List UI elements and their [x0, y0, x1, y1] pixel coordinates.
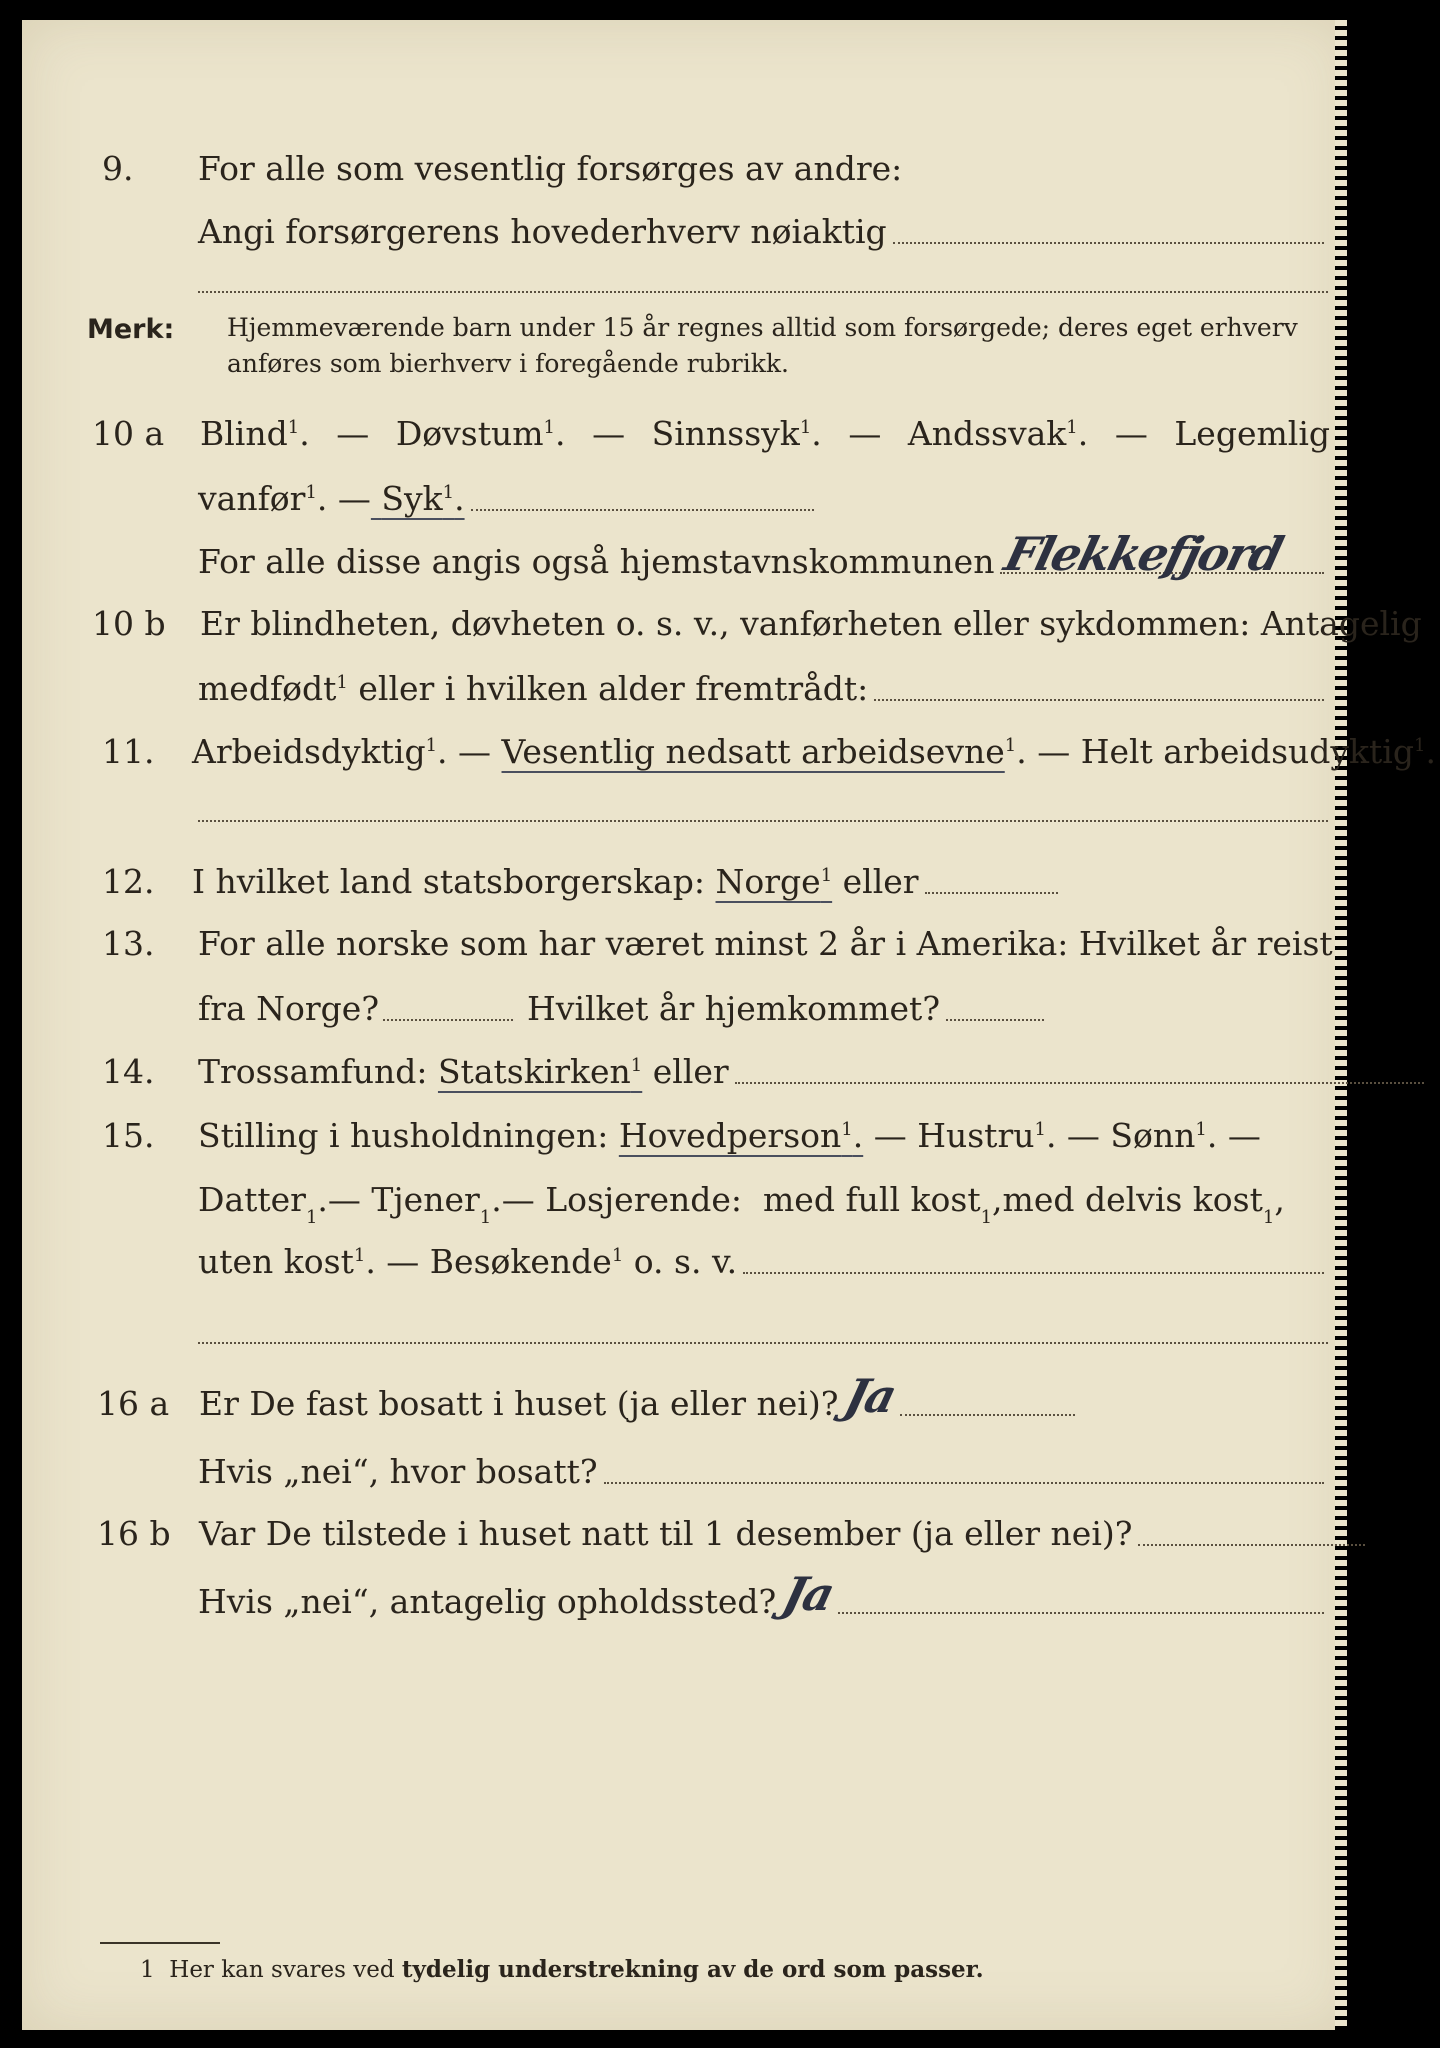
q14-number: 14. [102, 1051, 155, 1091]
q10a-legemlig: Legemlig [1174, 413, 1330, 453]
q16b-line2 [198, 1568, 1328, 1628]
q15-hovedperson-underlined: Hovedperson$^1$. [618, 1115, 864, 1155]
q9-number: 9. [102, 148, 134, 188]
q14-line: 14. Trossamfund: Statskirken$^1$ eller [102, 1038, 1332, 1098]
q13-hjem-line[interactable] [946, 1019, 1044, 1021]
q16b-number: 16 b [97, 1513, 171, 1553]
q16b-line1 [97, 1500, 1267, 1560]
q14-statskirken-underlined: Statskirken$^1$ [437, 1051, 643, 1091]
q11-arbeidsdyktig: Arbeidsdyktig$^1$. — [192, 731, 492, 771]
q16b-sub: Hvis „nei“, antagelig opholdssted? [198, 1581, 777, 1621]
q12-norge-underlined: Norge$^1$ [715, 861, 833, 901]
form-page [22, 20, 1436, 2030]
q10a-vanfor: vanfør$^1$. — [198, 478, 371, 518]
q15-line1: 15. Stilling i husholdningen: Hovedperson$^1$. — Hustru$^1$. — Sønn$^1$. — [102, 1115, 1261, 1155]
q10a-sinnssyk: Sinnssyk$^1$. [651, 413, 822, 453]
q12-answer-line[interactable] [925, 892, 1058, 894]
q16b-sub-line[interactable] [838, 1612, 1324, 1614]
q10a-blind: Blind$^1$. [200, 413, 310, 453]
q10a-line2 [198, 465, 818, 525]
q16b-handwritten-answer: Ja [777, 1567, 839, 1622]
q10b-number: 10 b [92, 603, 166, 643]
q16a-sub: Hvis „nei“, hvor bosatt? [198, 1451, 598, 1491]
q13-line2 [198, 975, 1048, 1035]
q13-number: 13. [102, 923, 155, 963]
q9-line2 [198, 198, 1328, 258]
q15-line3: uten kost$^1$. — Besøkende$^1$ o. s. v. [198, 1228, 1328, 1288]
q9-question: Angi forsørgerens hovederhverv nøiaktig [198, 211, 887, 251]
q14-answer-line[interactable] [735, 1082, 1424, 1084]
merk-line2: anføres som bierhverv i foregående rubrikk. [227, 349, 789, 379]
q10a-syk-underlined: Syk$^1$. [381, 478, 465, 518]
q12-number: 12. [102, 861, 155, 901]
footnote: 1 Her kan svares ved tydelig understrekning av de ord som passer. [140, 1956, 984, 1983]
q9-answer-line[interactable] [893, 242, 1324, 244]
q9-text: For alle som vesentlig forsørges av andre: [198, 148, 903, 188]
q11-answer-line[interactable] [198, 820, 1328, 822]
q10b-sub: medfødt$^1$ eller i hvilken alder fremtrådt: [198, 668, 869, 708]
q16a-sub-line[interactable] [604, 1482, 1324, 1484]
q16a-handwritten-answer: Ja [839, 1369, 901, 1424]
q16a-line2 [198, 1438, 1328, 1498]
q13-text: For alle norske som har været minst 2 år i Amerika: Hvilket år reist [198, 923, 1333, 963]
q15-answer-line[interactable] [743, 1272, 1324, 1274]
q10a-andssvak: Andssvak$^1$. [907, 413, 1089, 453]
q10a-hjemstavn-handwritten: Flekkefjord [999, 527, 1287, 582]
q16a-question: Er De fast bosatt i huset (ja eller nei)? [199, 1383, 839, 1423]
q10b-line2 [198, 655, 1328, 715]
q10b-line1 [92, 590, 1422, 650]
q16b-answer-line[interactable] [1138, 1544, 1365, 1546]
q10a-answer-line[interactable] [471, 509, 814, 511]
q11-nedsatt-underlined: Vesentlig nedsatt arbeidsevne [501, 731, 1005, 771]
q13-line1 [102, 910, 1332, 970]
merk-line1: Hjemmeværende barn under 15 år regnes alltid som forsørgede; deres eget erhverv [227, 313, 1298, 342]
q10b-text: Er blindheten, døvheten o. s. v., vanførheten eller sykdommen: Antagelig [200, 603, 1422, 643]
q10a-line3 [198, 528, 1328, 588]
q11-line1 [102, 718, 1436, 778]
q13-hjemkommet: Hvilket år hjemkommet? [527, 988, 941, 1028]
q10a-dovstum: Døvstum$^1$. [395, 413, 566, 453]
q16b-question: Var De tilstede i huset natt til 1 desember (ja eller nei)? [199, 1513, 1133, 1553]
q12-line: 12. I hvilket land statsborgerskap: Norge$^1$ eller [102, 848, 972, 908]
footnote-rule [100, 1942, 220, 1944]
q11-helt: $^1$. — Helt arbeidsudyktig$^1$. [1004, 731, 1436, 771]
q9-answer-line-2[interactable] [198, 291, 1328, 293]
q15-answer-line-2[interactable] [198, 1342, 1328, 1344]
q13-reist: fra Norge? [198, 988, 380, 1028]
q13-reist-line[interactable] [383, 1019, 513, 1021]
q15-number: 15. [102, 1115, 155, 1155]
q10a-line1: 10 a Blind$^1$. — Døvstum$^1$. — Sinnssyk$^1$. — Andssvak$^1$. — Legemlig [92, 413, 1330, 453]
merk-label: Merk: [87, 314, 175, 345]
q10a-hjemstavn-question: For alle disse angis også hjemstavnskommunen [198, 541, 995, 581]
q11-number: 11. [102, 731, 155, 771]
q10a-number: 10 a [92, 413, 165, 453]
q16a-number: 16 a [97, 1383, 170, 1423]
q16a-answer-line[interactable] [900, 1414, 1075, 1416]
q9-line1 [102, 135, 1332, 195]
q16a-line1 [97, 1370, 977, 1430]
q10b-answer-line[interactable] [874, 699, 1324, 701]
q15-line2: Datter 1 . — Tjener 1 . — Losjerende: med full kost 1 , med delvis kost 1 , [198, 1179, 1285, 1228]
